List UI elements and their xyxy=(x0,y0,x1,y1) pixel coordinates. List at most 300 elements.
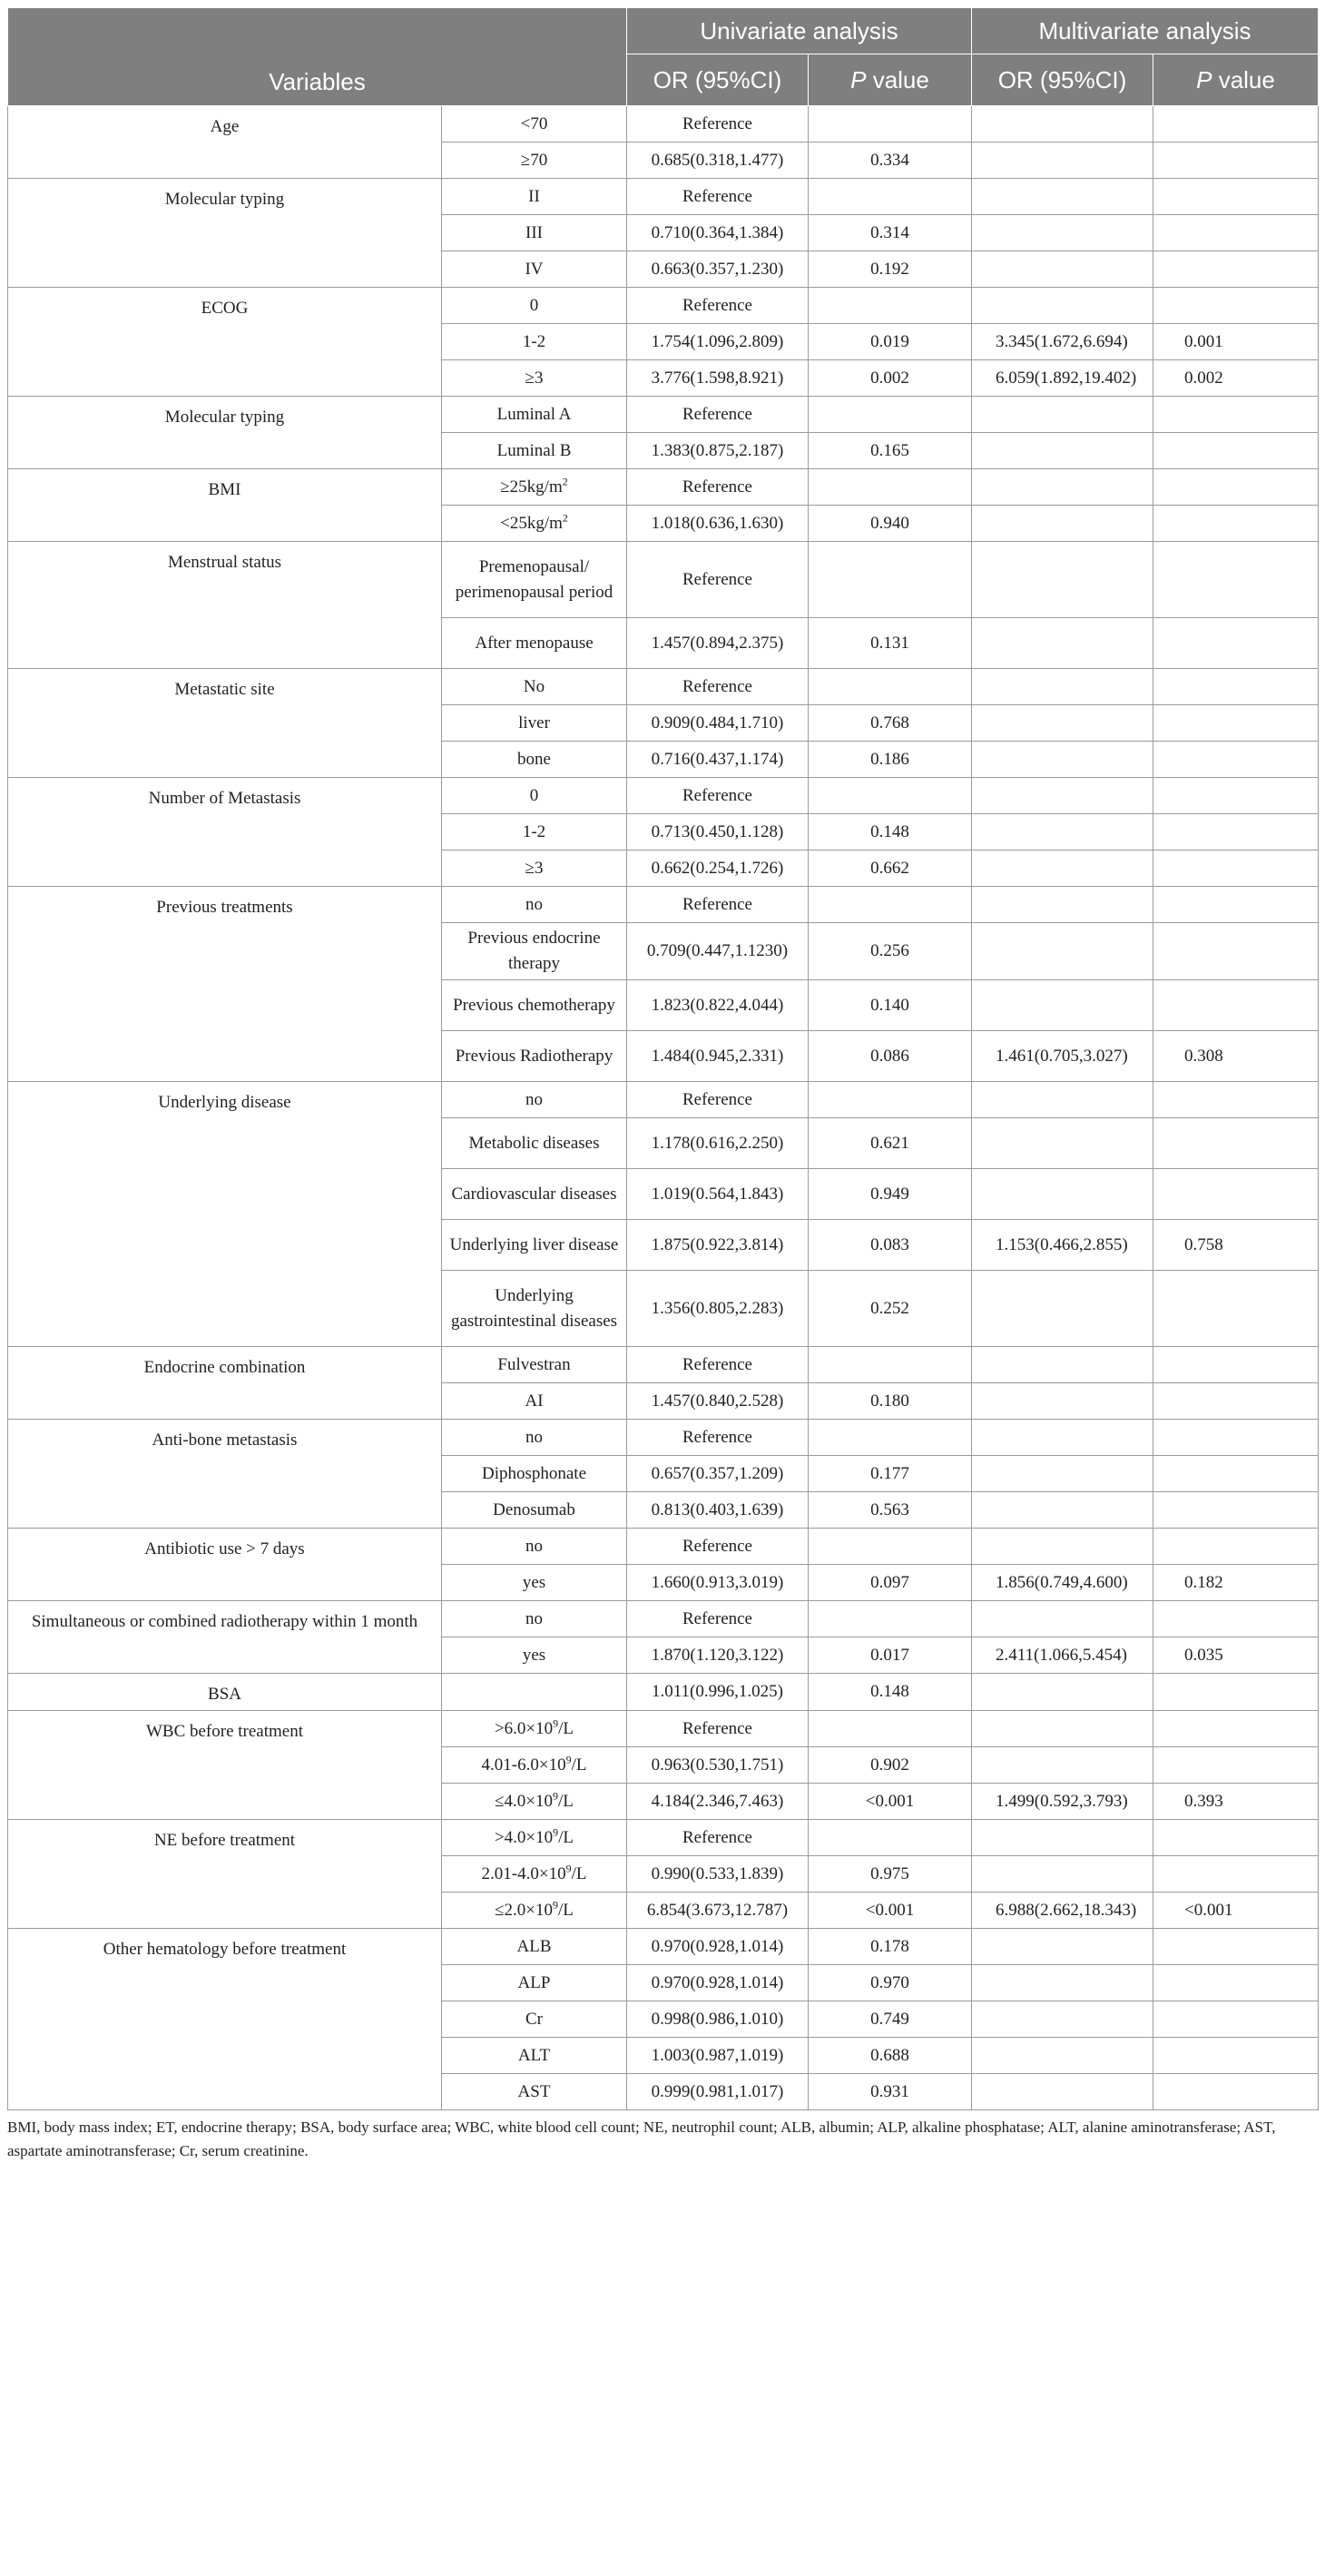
table-row xyxy=(8,288,1319,324)
multivariate-or-cell xyxy=(972,1711,1153,1747)
level-cell: Underlying liver disease xyxy=(442,1220,627,1271)
univariate-or-cell: Reference xyxy=(627,542,809,618)
univariate-or-cell: Reference xyxy=(627,1420,809,1456)
univariate-p-cell xyxy=(809,1420,972,1456)
univariate-or-cell: Reference xyxy=(627,1347,809,1383)
multivariate-or-cell: 2.411(1.066,5.454) xyxy=(972,1637,1153,1674)
multivariate-p-cell xyxy=(1153,1082,1319,1118)
level-superscript: 9 xyxy=(553,1825,559,1839)
univariate-or-cell: 0.970(0.928,1.014) xyxy=(627,1929,809,1965)
level-cell xyxy=(442,469,627,506)
univariate-or-cell: 1.457(0.840,2.528) xyxy=(627,1383,809,1420)
multivariate-p-cell xyxy=(1153,705,1319,742)
level-superscript: 9 xyxy=(565,1753,572,1766)
univariate-or-cell: 0.909(0.484,1.710) xyxy=(627,705,809,742)
univariate-or-cell: 1.383(0.875,2.187) xyxy=(627,433,809,469)
univariate-p-cell: <0.001 xyxy=(809,1893,972,1929)
level-superscript: 2 xyxy=(562,511,568,525)
table-row xyxy=(8,1420,1319,1456)
multivariate-or-cell xyxy=(972,669,1153,705)
multivariate-or-cell xyxy=(972,1082,1153,1118)
multivariate-or-cell xyxy=(972,742,1153,778)
univariate-or-cell: 0.685(0.318,1.477) xyxy=(627,143,809,179)
level-cell: no xyxy=(442,887,627,923)
univariate-p-cell xyxy=(809,469,972,506)
multivariate-p-cell xyxy=(1153,1383,1319,1420)
univariate-or-header: OR (95%CI) xyxy=(627,54,809,106)
univariate-p-cell: 0.688 xyxy=(809,2038,972,2074)
multivariate-p-cell xyxy=(1153,542,1319,618)
univariate-or-cell: 1.870(1.120,3.122) xyxy=(627,1637,809,1674)
multivariate-p-cell xyxy=(1153,1492,1319,1529)
table-row xyxy=(8,1082,1319,1118)
univariate-or-cell: Reference xyxy=(627,288,809,324)
level-cell: yes xyxy=(442,1637,627,1674)
multivariate-or-cell: 1.153(0.466,2.855) xyxy=(972,1220,1153,1271)
table-row xyxy=(8,1529,1319,1565)
level-cell: bone xyxy=(442,742,627,778)
level-unit: /L xyxy=(558,1827,574,1847)
footnote: BMI, body mass index; ET, endocrine therapy; BSA, body surface area; WBC, white blood cell count; NE, neutrophil count; ALB, albumin; ALP, alkaline phosphatase; ALT, alanine aminotransferase; AST, aspartate aminotransferase; Cr, serum creatinine. xyxy=(7,2119,1276,2159)
univariate-p-cell xyxy=(809,179,972,215)
univariate-or-cell: 1.484(0.945,2.331) xyxy=(627,1031,809,1082)
univariate-p-cell xyxy=(809,1529,972,1565)
univariate-p-cell: 0.131 xyxy=(809,618,972,669)
level-cell xyxy=(442,1711,627,1747)
level-cell: ≥70 xyxy=(442,143,627,179)
univariate-p-cell: 0.148 xyxy=(809,1674,972,1711)
multivariate-or-cell xyxy=(972,2038,1153,2074)
multivariate-p-cell xyxy=(1153,433,1319,469)
variable-cell: ECOG xyxy=(8,288,442,397)
multivariate-or-cell: 3.345(1.672,6.694) xyxy=(972,324,1153,360)
univariate-p-cell xyxy=(809,778,972,814)
level-cell: IV xyxy=(442,251,627,288)
multivariate-or-cell xyxy=(972,1383,1153,1420)
regression-table xyxy=(7,7,1319,2110)
univariate-p-cell: 0.662 xyxy=(809,850,972,887)
multivariate-or-cell xyxy=(972,215,1153,251)
multivariate-or-cell: 6.059(1.892,19.402) xyxy=(972,360,1153,397)
univariate-header: Univariate analysis xyxy=(627,8,972,54)
univariate-p-cell: 0.180 xyxy=(809,1383,972,1420)
multivariate-or-cell xyxy=(972,1529,1153,1565)
level-cell: Luminal A xyxy=(442,397,627,433)
multivariate-or-cell xyxy=(972,1169,1153,1220)
univariate-or-cell: 4.184(2.346,7.463) xyxy=(627,1784,809,1820)
multivariate-p-header xyxy=(1153,54,1319,106)
univariate-p-cell: 0.177 xyxy=(809,1456,972,1492)
univariate-or-cell: 0.710(0.364,1.384) xyxy=(627,215,809,251)
variable-cell: WBC before treatment xyxy=(8,1711,442,1820)
univariate-p-cell: 0.186 xyxy=(809,742,972,778)
univariate-or-cell: 1.011(0.996,1.025) xyxy=(627,1674,809,1711)
level-cell: Diphosphonate xyxy=(442,1456,627,1492)
level-cell: 1-2 xyxy=(442,324,627,360)
level-cell: ALB xyxy=(442,1929,627,1965)
univariate-or-cell: 6.854(3.673,12.787) xyxy=(627,1893,809,1929)
multivariate-p-cell xyxy=(1153,106,1319,143)
univariate-or-cell: 0.662(0.254,1.726) xyxy=(627,850,809,887)
multivariate-or-cell: 1.461(0.705,3.027) xyxy=(972,1031,1153,1082)
level-superscript: 9 xyxy=(565,1862,572,1875)
level-cell: no xyxy=(442,1082,627,1118)
univariate-p-cell: 0.017 xyxy=(809,1637,972,1674)
table-row xyxy=(8,669,1319,705)
multivariate-or-cell xyxy=(972,1820,1153,1856)
univariate-p-cell: 0.970 xyxy=(809,1965,972,2001)
level-cell: Fulvestran xyxy=(442,1347,627,1383)
multivariate-p-cell xyxy=(1153,1674,1319,1711)
multivariate-p-cell xyxy=(1153,2038,1319,2074)
level-cell: Cr xyxy=(442,2001,627,2038)
univariate-or-cell: Reference xyxy=(627,469,809,506)
univariate-p-cell xyxy=(809,1082,972,1118)
level-cell xyxy=(442,506,627,542)
level-cell: 0 xyxy=(442,288,627,324)
univariate-or-cell: 3.776(1.598,8.921) xyxy=(627,360,809,397)
multivariate-p-cell xyxy=(1153,850,1319,887)
univariate-p-cell: 0.097 xyxy=(809,1565,972,1601)
multivariate-or-cell xyxy=(972,288,1153,324)
variable-cell: NE before treatment xyxy=(8,1820,442,1929)
table-row xyxy=(8,1601,1319,1637)
univariate-or-cell: 1.660(0.913,3.019) xyxy=(627,1565,809,1601)
table-row xyxy=(8,542,1319,618)
multivariate-or-cell xyxy=(972,1271,1153,1347)
level-cell xyxy=(442,1747,627,1784)
multivariate-p-cell xyxy=(1153,2001,1319,2038)
level-cell xyxy=(442,1893,627,1929)
variable-cell: Other hematology before treatment xyxy=(8,1929,442,2110)
multivariate-or-cell xyxy=(972,251,1153,288)
multivariate-or-cell xyxy=(972,469,1153,506)
level-cell: no xyxy=(442,1601,627,1637)
level-text: >4.0×10 xyxy=(494,1827,554,1847)
level-cell xyxy=(442,1784,627,1820)
multivariate-p-cell xyxy=(1153,1271,1319,1347)
multivariate-p-cell xyxy=(1153,469,1319,506)
univariate-p-cell: 0.178 xyxy=(809,1929,972,1965)
univariate-or-cell: 1.875(0.922,3.814) xyxy=(627,1220,809,1271)
multivariate-p-cell xyxy=(1153,618,1319,669)
multivariate-p-cell xyxy=(1153,778,1319,814)
multivariate-p-cell xyxy=(1153,1929,1319,1965)
multivariate-p-cell xyxy=(1153,2074,1319,2110)
multivariate-or-cell: 1.856(0.749,4.600) xyxy=(972,1565,1153,1601)
univariate-p-cell: 0.902 xyxy=(809,1747,972,1784)
level-text: 4.01-6.0×10 xyxy=(481,1755,566,1775)
multivariate-p-cell xyxy=(1153,143,1319,179)
multivariate-p-cell xyxy=(1153,1601,1319,1637)
variable-cell: Molecular typing xyxy=(8,179,442,288)
multivariate-p-cell xyxy=(1153,980,1319,1031)
variables-header: Variables xyxy=(8,8,627,106)
univariate-or-cell: 1.019(0.564,1.843) xyxy=(627,1169,809,1220)
univariate-or-cell: 1.178(0.616,2.250) xyxy=(627,1118,809,1169)
table-row xyxy=(8,887,1319,923)
level-text: ≤2.0×10 xyxy=(495,1900,553,1920)
level-unit: /L xyxy=(558,1791,574,1811)
level-text: <25kg/m xyxy=(500,513,563,533)
univariate-p-cell: 0.165 xyxy=(809,433,972,469)
level-cell: Previous endocrine therapy xyxy=(442,923,627,980)
univariate-or-cell: 0.663(0.357,1.230) xyxy=(627,251,809,288)
univariate-or-cell: 1.823(0.822,4.044) xyxy=(627,980,809,1031)
univariate-or-cell: Reference xyxy=(627,1601,809,1637)
multivariate-or-cell xyxy=(972,814,1153,850)
univariate-p-cell: 0.949 xyxy=(809,1169,972,1220)
level-cell: AI xyxy=(442,1383,627,1420)
multivariate-p-cell xyxy=(1153,179,1319,215)
univariate-p-cell: 0.140 xyxy=(809,980,972,1031)
multivariate-p-cell xyxy=(1153,1347,1319,1383)
multivariate-p-cell xyxy=(1153,1856,1319,1893)
univariate-or-cell: Reference xyxy=(627,106,809,143)
multivariate-or-cell xyxy=(972,397,1153,433)
variable-cell: Antibiotic use > 7 days xyxy=(8,1529,442,1601)
multivariate-or-cell xyxy=(972,433,1153,469)
level-superscript: 9 xyxy=(553,1716,559,1730)
univariate-p-cell xyxy=(809,106,972,143)
level-cell: Previous Radiotherapy xyxy=(442,1031,627,1082)
univariate-or-cell: Reference xyxy=(627,669,809,705)
univariate-p-cell: 0.019 xyxy=(809,324,972,360)
multivariate-p-cell: <0.001 xyxy=(1153,1893,1319,1929)
multivariate-or-cell xyxy=(972,1601,1153,1637)
variable-cell: BSA xyxy=(8,1674,442,1711)
table-header xyxy=(8,8,1319,106)
univariate-p-cell: 0.002 xyxy=(809,360,972,397)
univariate-or-cell: 0.716(0.437,1.174) xyxy=(627,742,809,778)
multivariate-or-cell xyxy=(972,1347,1153,1383)
univariate-p-cell xyxy=(809,1711,972,1747)
univariate-or-cell: 1.754(1.096,2.809) xyxy=(627,324,809,360)
multivariate-or-cell xyxy=(972,179,1153,215)
multivariate-or-cell xyxy=(972,106,1153,143)
univariate-or-cell: Reference xyxy=(627,1820,809,1856)
multivariate-p-cell: 0.758 xyxy=(1153,1220,1319,1271)
multivariate-p-cell xyxy=(1153,251,1319,288)
p-letter: P xyxy=(1196,65,1212,93)
variable-cell: Simultaneous or combined radiotherapy within 1 month xyxy=(8,1601,442,1674)
variable-cell: Metastatic site xyxy=(8,669,442,778)
univariate-or-cell: Reference xyxy=(627,1529,809,1565)
univariate-p-cell: 0.749 xyxy=(809,2001,972,2038)
multivariate-p-cell: 0.001 xyxy=(1153,324,1319,360)
multivariate-or-cell xyxy=(972,923,1153,980)
multivariate-or-cell xyxy=(972,618,1153,669)
level-unit: /L xyxy=(558,1900,574,1920)
table-row xyxy=(8,469,1319,506)
univariate-p-cell: 0.975 xyxy=(809,1856,972,1893)
multivariate-or-cell xyxy=(972,1118,1153,1169)
multivariate-or-cell xyxy=(972,705,1153,742)
level-cell: no xyxy=(442,1529,627,1565)
multivariate-or-cell xyxy=(972,1420,1153,1456)
table-row xyxy=(8,397,1319,433)
univariate-p-cell xyxy=(809,669,972,705)
univariate-p-cell: 0.931 xyxy=(809,2074,972,2110)
multivariate-p-cell: 0.035 xyxy=(1153,1637,1319,1674)
multivariate-p-cell xyxy=(1153,814,1319,850)
table-row xyxy=(8,179,1319,215)
level-cell: III xyxy=(442,215,627,251)
variable-cell: Age xyxy=(8,106,442,179)
variable-cell: Anti-bone metastasis xyxy=(8,1420,442,1529)
level-unit: /L xyxy=(571,1755,587,1775)
level-cell: Premenopausal/ perimenopausal period xyxy=(442,542,627,618)
univariate-or-cell: Reference xyxy=(627,1711,809,1747)
univariate-or-cell: 1.457(0.894,2.375) xyxy=(627,618,809,669)
univariate-or-cell: 0.813(0.403,1.639) xyxy=(627,1492,809,1529)
level-cell xyxy=(442,1820,627,1856)
level-unit: /L xyxy=(558,1718,574,1738)
univariate-or-cell: 0.999(0.981,1.017) xyxy=(627,2074,809,2110)
multivariate-p-cell xyxy=(1153,1711,1319,1747)
univariate-or-cell: Reference xyxy=(627,887,809,923)
univariate-p-cell: 0.148 xyxy=(809,814,972,850)
univariate-p-cell: 0.563 xyxy=(809,1492,972,1529)
multivariate-or-cell xyxy=(972,850,1153,887)
univariate-p-cell: 0.083 xyxy=(809,1220,972,1271)
multivariate-or-cell xyxy=(972,1929,1153,1965)
univariate-or-cell: 1.018(0.636,1.630) xyxy=(627,506,809,542)
level-cell: After menopause xyxy=(442,618,627,669)
univariate-p-cell xyxy=(809,397,972,433)
table-row xyxy=(8,1820,1319,1856)
univariate-or-cell: 1.356(0.805,2.283) xyxy=(627,1271,809,1347)
table-container xyxy=(7,7,1318,2163)
level-cell: ALP xyxy=(442,1965,627,2001)
univariate-p-cell xyxy=(809,887,972,923)
multivariate-or-cell xyxy=(972,506,1153,542)
univariate-or-cell: 0.970(0.928,1.014) xyxy=(627,1965,809,2001)
univariate-p-cell: <0.001 xyxy=(809,1784,972,1820)
multivariate-or-cell: 6.988(2.662,18.343) xyxy=(972,1893,1153,1929)
table-body xyxy=(8,106,1319,2110)
multivariate-or-cell xyxy=(972,980,1153,1031)
multivariate-p-cell: 0.393 xyxy=(1153,1784,1319,1820)
table-row xyxy=(8,106,1319,143)
level-cell: yes xyxy=(442,1565,627,1601)
multivariate-or-cell xyxy=(972,1456,1153,1492)
multivariate-or-cell: 1.499(0.592,3.793) xyxy=(972,1784,1153,1820)
univariate-p-cell xyxy=(809,288,972,324)
multivariate-p-cell: 0.002 xyxy=(1153,360,1319,397)
multivariate-or-cell xyxy=(972,1674,1153,1711)
table-row xyxy=(8,1674,1319,1711)
multivariate-header: Multivariate analysis xyxy=(972,8,1319,54)
variable-cell: Underlying disease xyxy=(8,1082,442,1347)
multivariate-or-cell xyxy=(972,778,1153,814)
level-cell: liver xyxy=(442,705,627,742)
multivariate-or-cell xyxy=(972,2001,1153,2038)
level-cell xyxy=(442,1674,627,1711)
multivariate-or-cell xyxy=(972,143,1153,179)
multivariate-or-header: OR (95%CI) xyxy=(972,54,1153,106)
multivariate-or-cell xyxy=(972,1492,1153,1529)
level-cell: II xyxy=(442,179,627,215)
multivariate-p-cell xyxy=(1153,1169,1319,1220)
table-row xyxy=(8,1347,1319,1383)
level-cell: ≥3 xyxy=(442,360,627,397)
level-cell: No xyxy=(442,669,627,705)
univariate-or-cell: 0.657(0.357,1.209) xyxy=(627,1456,809,1492)
univariate-p-cell xyxy=(809,1820,972,1856)
level-cell: Cardiovascular diseases xyxy=(442,1169,627,1220)
p-letter: P xyxy=(850,65,867,93)
multivariate-or-cell xyxy=(972,1856,1153,1893)
multivariate-p-cell xyxy=(1153,669,1319,705)
multivariate-p-cell xyxy=(1153,887,1319,923)
level-cell: Denosumab xyxy=(442,1492,627,1529)
table-row xyxy=(8,778,1319,814)
table-row xyxy=(8,1929,1319,1965)
level-cell: Metabolic diseases xyxy=(442,1118,627,1169)
level-text: >6.0×10 xyxy=(494,1718,554,1738)
univariate-p-cell: 0.252 xyxy=(809,1271,972,1347)
univariate-or-cell: 1.003(0.987,1.019) xyxy=(627,2038,809,2074)
multivariate-or-cell xyxy=(972,1965,1153,2001)
level-cell: 1-2 xyxy=(442,814,627,850)
univariate-or-cell: Reference xyxy=(627,1082,809,1118)
multivariate-p-cell xyxy=(1153,397,1319,433)
univariate-or-cell: 0.998(0.986,1.010) xyxy=(627,2001,809,2038)
multivariate-or-cell xyxy=(972,1747,1153,1784)
univariate-p-cell: 0.334 xyxy=(809,143,972,179)
multivariate-p-cell xyxy=(1153,506,1319,542)
level-cell: 0 xyxy=(442,778,627,814)
level-cell: ALT xyxy=(442,2038,627,2074)
level-cell: no xyxy=(442,1420,627,1456)
univariate-or-cell: Reference xyxy=(627,397,809,433)
univariate-p-cell xyxy=(809,1601,972,1637)
level-cell: Underlying gastrointestinal diseases xyxy=(442,1271,627,1347)
level-superscript: 9 xyxy=(553,1789,558,1803)
level-cell: Luminal B xyxy=(442,433,627,469)
variable-cell: Menstrual status xyxy=(8,542,442,669)
multivariate-or-cell xyxy=(972,542,1153,618)
variable-cell: Number of Metastasis xyxy=(8,778,442,887)
univariate-or-cell: Reference xyxy=(627,179,809,215)
variable-cell: Previous treatments xyxy=(8,887,442,1082)
p-suffix: value xyxy=(866,65,929,93)
univariate-or-cell: 0.713(0.450,1.128) xyxy=(627,814,809,850)
univariate-p-cell: 0.086 xyxy=(809,1031,972,1082)
multivariate-p-cell xyxy=(1153,742,1319,778)
level-text: ≥25kg/m xyxy=(500,477,563,497)
level-superscript: 9 xyxy=(553,1898,558,1912)
univariate-p-cell xyxy=(809,542,972,618)
univariate-p-cell: 0.314 xyxy=(809,215,972,251)
multivariate-p-cell xyxy=(1153,1420,1319,1456)
variable-cell: Endocrine combination xyxy=(8,1347,442,1420)
univariate-p-cell: 0.192 xyxy=(809,251,972,288)
multivariate-p-cell xyxy=(1153,1965,1319,2001)
univariate-or-cell: 0.963(0.530,1.751) xyxy=(627,1747,809,1784)
multivariate-p-cell xyxy=(1153,1820,1319,1856)
multivariate-p-cell xyxy=(1153,288,1319,324)
level-unit: /L xyxy=(571,1863,587,1883)
multivariate-or-cell xyxy=(972,2074,1153,2110)
variable-cell: BMI xyxy=(8,469,442,542)
level-text: ≤4.0×10 xyxy=(495,1791,553,1811)
univariate-p-cell: 0.940 xyxy=(809,506,972,542)
level-cell: AST xyxy=(442,2074,627,2110)
univariate-p-cell: 0.768 xyxy=(809,705,972,742)
level-cell xyxy=(442,1856,627,1893)
